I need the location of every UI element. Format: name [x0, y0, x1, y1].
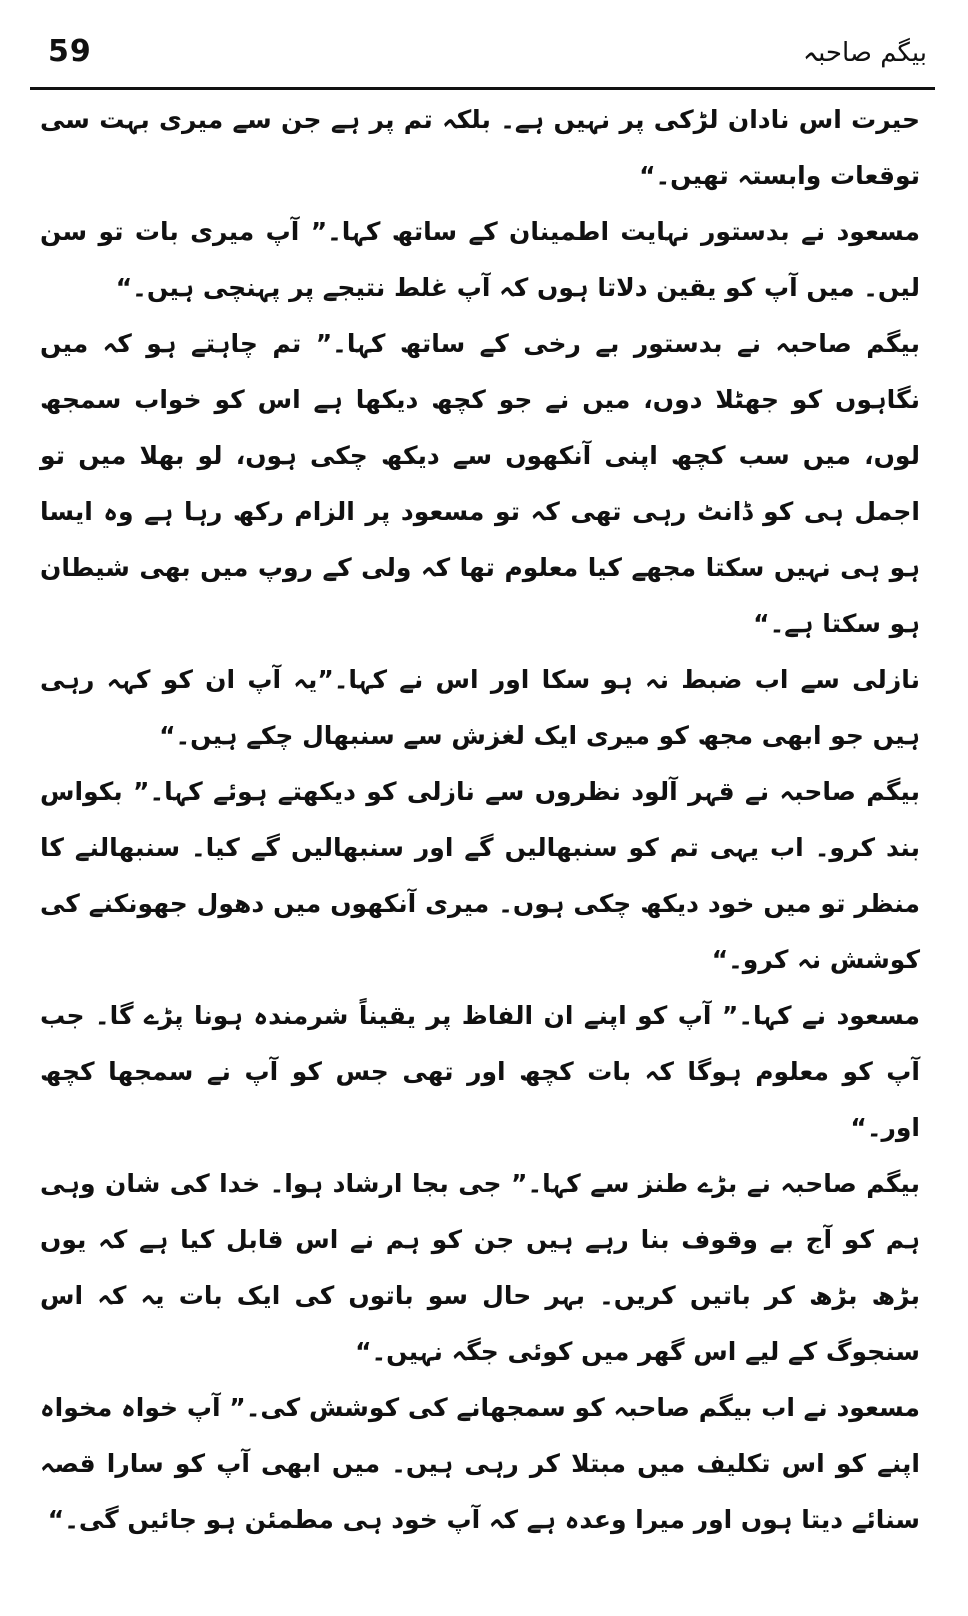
- paragraph: مسعود نے بدستور نہایت اطمینان کے ساتھ کہا۔” آپ میری بات تو سن لیں۔ میں آپ کو یقین دلاتا ہوں کہ آپ غلط نتیجے پر پہنچی ہیں۔“: [40, 217, 920, 302]
- running-title: بیگم صاحبہ: [802, 38, 927, 68]
- paragraph: حیرت اس نادان لڑکی پر نہیں ہے۔ بلکہ تم پر ہے جن سے میری بہت سی توقعات وابستہ تھیں۔“: [40, 105, 920, 190]
- page-header: [30, 28, 935, 90]
- paragraph: مسعود نے اب بیگم صاحبہ کو سمجھانے کی کوشش کی۔” آپ خواہ مخواہ اپنے کو اس تکلیف میں مبتلا کر رہی ہیں۔ میں ابھی آپ کو سارا قصہ سنائے دیتا ہوں اور میرا وعدہ ہے کہ آپ خود ہی مطمئن ہو جائیں گی۔“: [40, 1393, 920, 1534]
- paragraph: بیگم صاحبہ نے بدستور بے رخی کے ساتھ کہا۔” تم چاہتے ہو کہ میں نگاہوں کو جھٹلا دوں، میں نے جو کچھ دیکھا ہے اس کو خواب سمجھ لوں، میں سب کچھ اپنی آنکھوں سے دیکھ چکی ہوں، لو بھلا میں تو اجمل ہی کو ڈانٹ رہی تھی کہ تو مسعود پر الزام رکھ رہا ہے وہ ایسا ہو ہی نہیں سکتا مجھے کیا معلوم تھا کہ ولی کے روپ میں بھی شیطان ہو سکتا ہے۔“: [40, 329, 920, 638]
- page-number: 59: [48, 34, 92, 69]
- paragraph: مسعود نے کہا۔” آپ کو اپنے ان الفاظ پر یقیناً شرمندہ ہونا پڑے گا۔ جب آپ کو معلوم ہوگا کہ بات کچھ اور تھی جس کو آپ نے سمجھا کچھ اور۔“: [40, 1001, 920, 1142]
- paragraph: بیگم صاحبہ نے بڑے طنز سے کہا۔” جی بجا ارشاد ہوا۔ خدا کی شان وہی ہم کو آج بے وقوف بنا رہے ہیں جن کو ہم نے اس قابل کیا ہے کہ یوں بڑھ بڑھ کر باتیں کریں۔ بہر حال سو باتوں کی ایک بات یہ کہ اس سنجوگ کے لیے اس گھر میں کوئی جگہ نہیں۔“: [40, 1169, 920, 1366]
- paragraph: بیگم صاحبہ نے قہر آلود نظروں سے نازلی کو دیکھتے ہوئے کہا۔” بکواس بند کرو۔ اب یہی تم کو سنبھالیں گے اور سنبھالیں گے کیا۔ سنبھالنے کا منظر تو میں خود دیکھ چکی ہوں۔ میری آنکھوں میں دھول جھونکنے کی کوشش نہ کرو۔“: [40, 777, 920, 974]
- header-rule: [30, 87, 935, 90]
- paragraph: نازلی سے اب ضبط نہ ہو سکا اور اس نے کہا۔”یہ آپ ان کو کہہ رہی ہیں جو ابھی مجھ کو میری ایک لغزش سے سنبھال چکے ہیں۔“: [40, 665, 920, 750]
- body-text: [40, 92, 920, 1548]
